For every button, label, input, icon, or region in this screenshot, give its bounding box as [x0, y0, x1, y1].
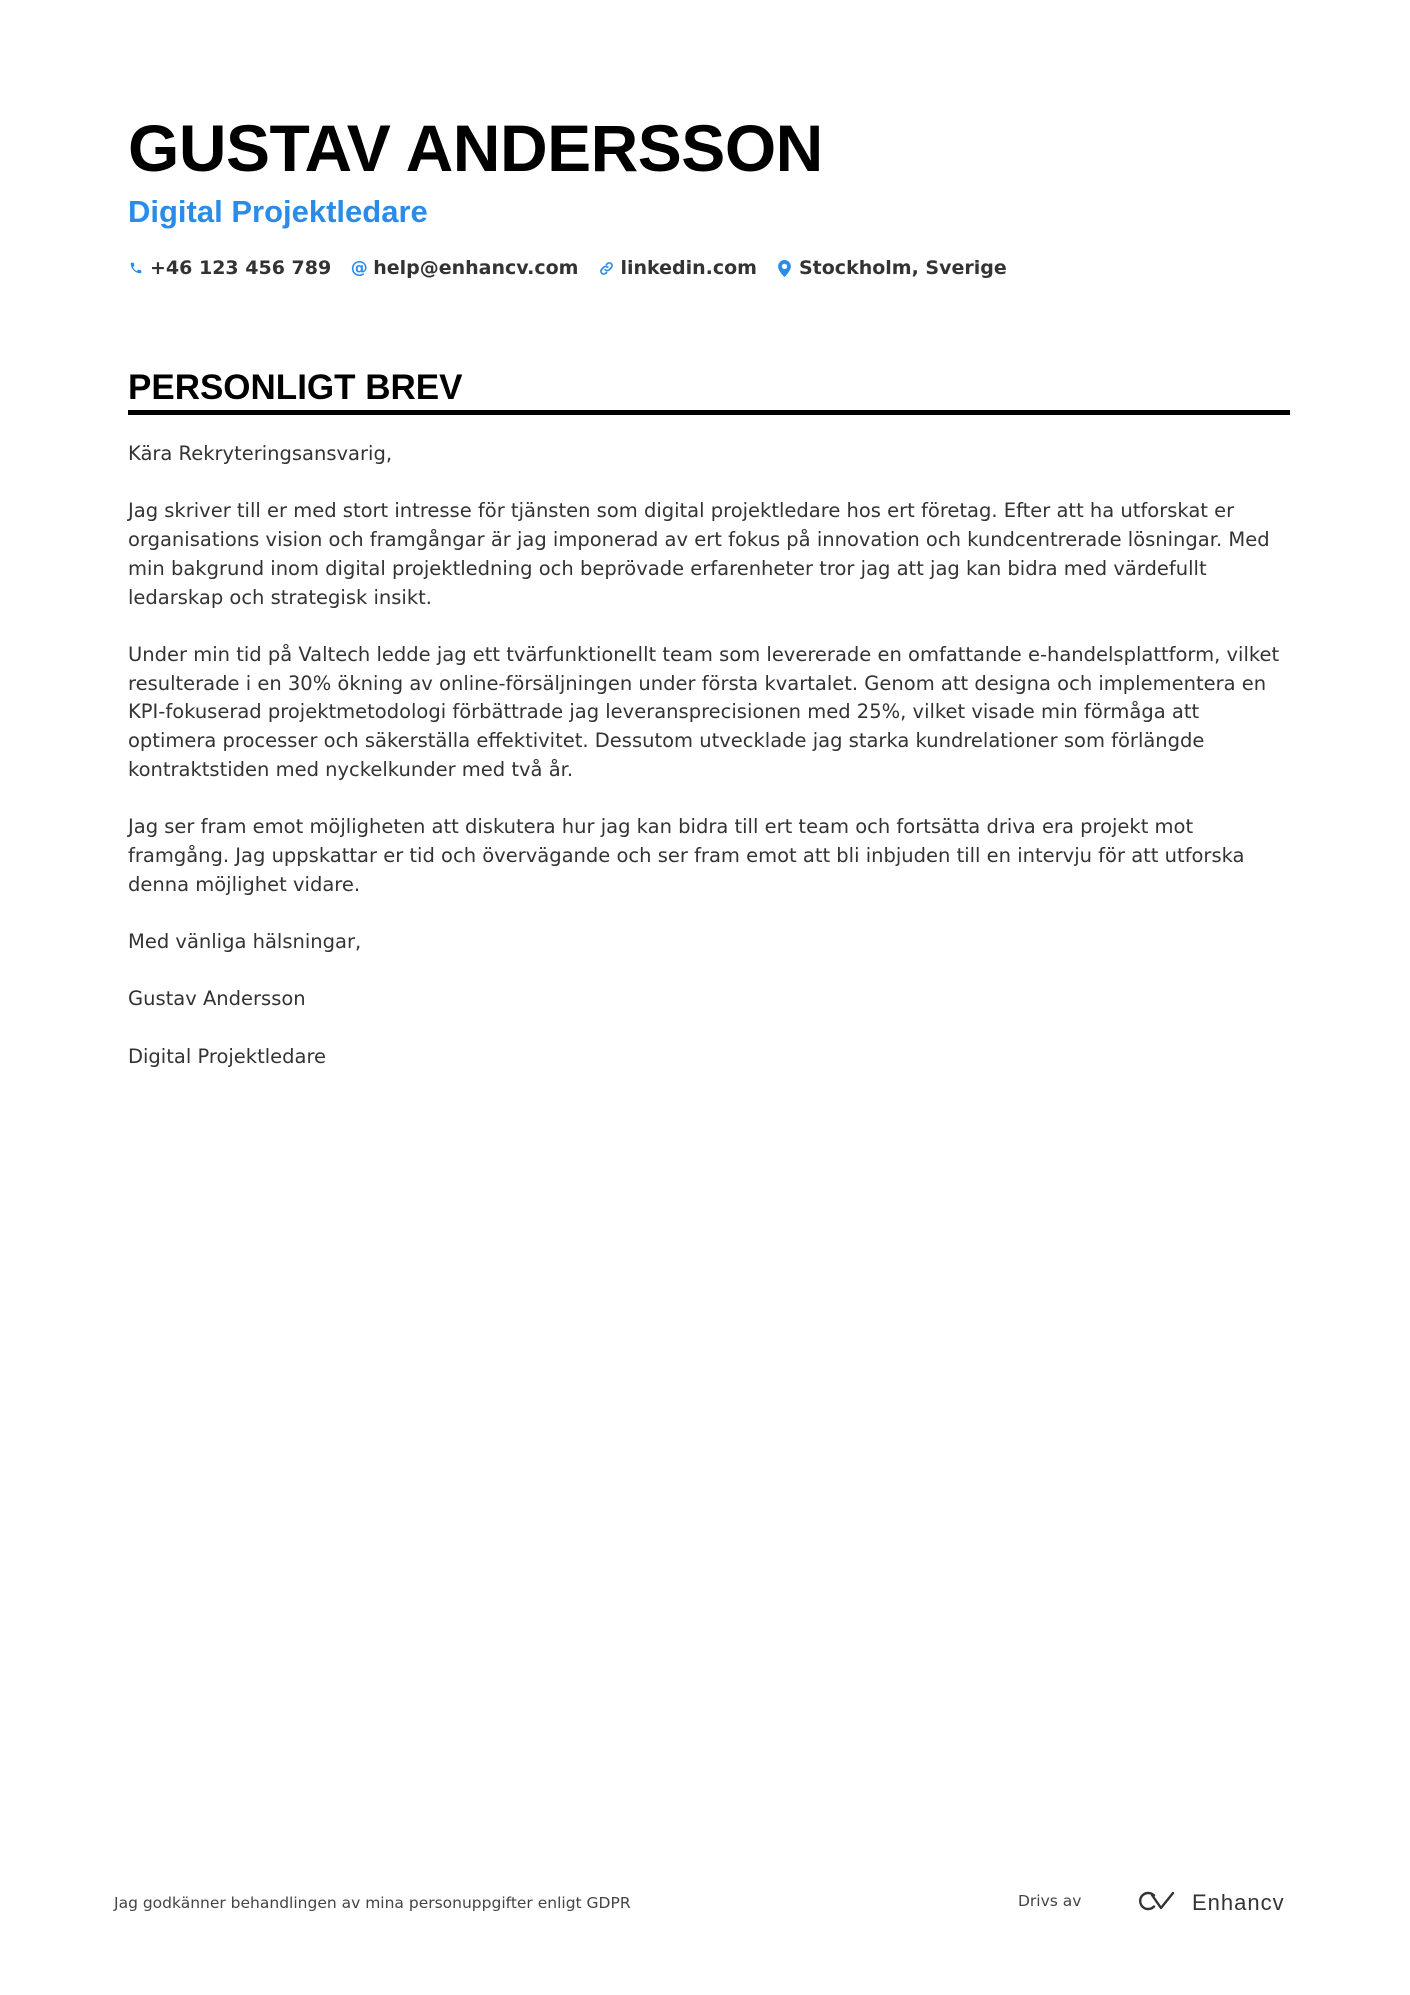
- section-title: PERSONLIGT BREV: [128, 368, 463, 407]
- contact-bar: [128, 254, 1027, 282]
- contact-linkedin[interactable]: [598, 257, 757, 279]
- brand-name: Enhancv: [1192, 1890, 1285, 1915]
- contact-location-text: Stockholm, Sverige: [798, 257, 1007, 279]
- enhancv-logo-icon: [1138, 1888, 1184, 1919]
- contact-linkedin-text[interactable]: linkedin.com: [620, 257, 757, 279]
- powered-by-label: Drivs av: [1018, 1892, 1082, 1910]
- phone-icon: [128, 259, 144, 277]
- contact-email-text[interactable]: help@enhancv.com: [373, 257, 579, 279]
- signature-title: Digital Projektledare: [128, 1044, 327, 1068]
- section-divider: [128, 410, 1290, 415]
- candidate-title: Digital Projektledare: [128, 194, 428, 229]
- letter-closing: Med vänliga hälsningar,: [128, 929, 362, 953]
- link-icon: [598, 259, 614, 277]
- contact-phone-text: +46 123 456 789: [150, 257, 332, 279]
- contact-phone: [128, 257, 331, 279]
- contact-email[interactable]: [351, 257, 578, 279]
- enhancv-brand[interactable]: [1138, 1886, 1285, 1920]
- contact-location: [777, 257, 1007, 279]
- letter-paragraph: Jag skriver till er med stort intresse för tjänsten som digital projektledare hos ert företag. Efter att ha utforskat er organisations vision och framgångar är jag imponerad av ert fokus på innovation och kundcentrerade lösningar. Med min bakgrund inom digital projektledning och beprövade erfarenheter tror jag att jag kan bidra med värdefullt ledarskap och strategisk insikt.: [128, 499, 1270, 609]
- letter-paragraph: Jag ser fram emot möjligheten att diskutera hur jag kan bidra till ert team och fortsätta driva era projekt mot framgång. Jag uppskattar er tid och övervägande och ser fram emot att bli inbjuden till en intervju för att utforska denna möjlighet vidare.: [128, 815, 1245, 896]
- letter-paragraph: Under min tid på Valtech ledde jag ett tvärfunktionellt team som levererade en omfattande e-handelsplattform, vilket resulterade i en 30% ökning av online-försäljningen under första kvartalet. Genom att designa och implementera en KPI-fokuserad projektmetodologi förbättrade jag leveransprecisionen med 25%, vilket visade min förmåga att optimera processer och säkerställa effektivitet. Dessutom utvecklade jag starka kundrelationer som förlängde kontraktstiden med nyckelkunder med två år.: [128, 642, 1280, 781]
- letter-body: [128, 440, 1290, 1100]
- at-icon: @: [350, 258, 368, 278]
- signature-name: Gustav Andersson: [128, 987, 306, 1011]
- letter-salutation: Kära Rekryteringsansvarig,: [128, 442, 393, 465]
- candidate-name: GUSTAV ANDERSSON: [128, 111, 823, 185]
- gdpr-consent-text: Jag godkänner behandlingen av mina personuppgifter enligt GDPR: [114, 1894, 631, 1912]
- location-pin-icon: [777, 259, 793, 277]
